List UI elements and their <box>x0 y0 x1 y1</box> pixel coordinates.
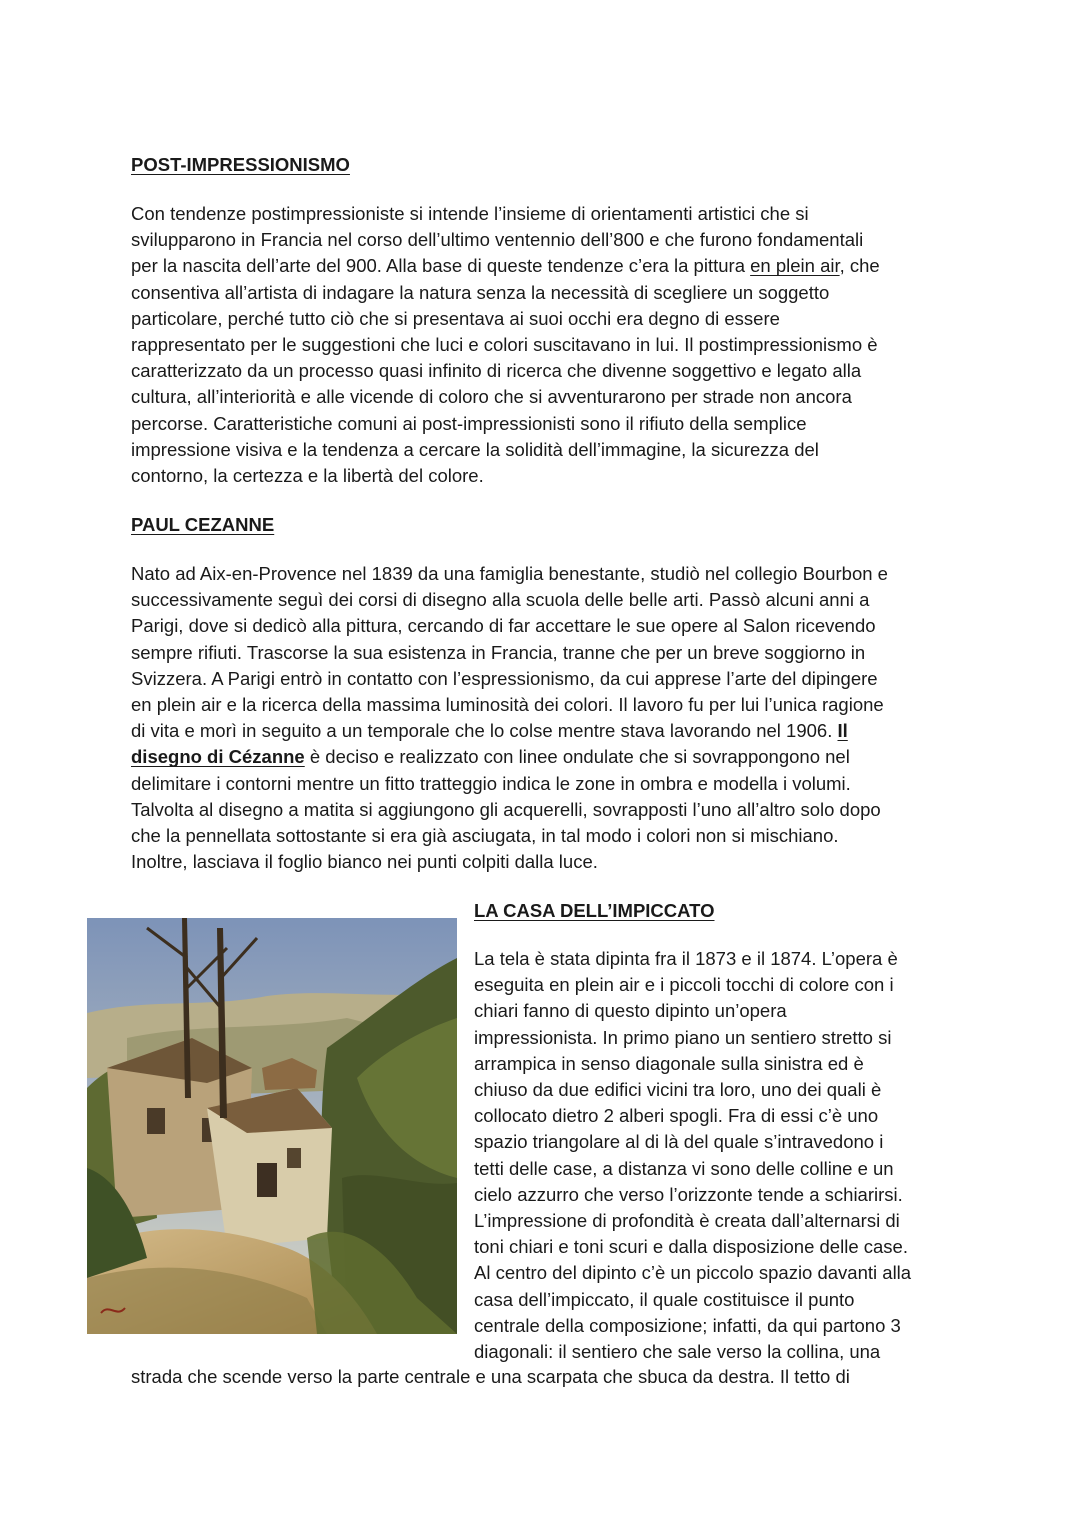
text-line: caratterizzato da un processo quasi infinito di ricerca che divenne soggettivo e legato alla <box>131 360 862 382</box>
text-line: Talvolta al disegno a matita si aggiungono gli acquerelli, sovrapposti l’uno all’altro solo dopo <box>131 798 881 820</box>
text-line: Nato ad Aix-en-Provence nel 1839 da una famiglia benestante, studiò nel collegio Bourbon e <box>131 563 888 584</box>
text-line: cultura, all’interiorità e alle vicende di coloro che si avventurarono per strade non ancora <box>131 386 852 408</box>
section-title-post-impressionismo: POST-IMPRESSIONISMO <box>131 154 350 175</box>
text-line: Con tendenze postimpressioniste si intende l’insieme di orientamenti artistici che si <box>131 203 809 224</box>
text-line: Svizzera. A Parigi entrò in contatto con l’espressionismo, da cui apprese l’arte del dipingere <box>131 667 878 689</box>
paragraph-paul-cezanne <box>131 561 961 875</box>
text-line: impressione visiva e la tendenza a cercare la solidità dell’immagine, la sicurezza del <box>131 438 819 460</box>
text-segment: , che <box>839 255 880 277</box>
text-line: successivamente seguì dei corsi di disegno alla scuola delle belle arti. Passò alcuni anni a <box>131 589 870 611</box>
text-line: che la pennellata sottostante si era già asciugata, in tal modo i colori non si mischiano. <box>131 825 839 847</box>
text-line: centrale della composizione; infatti, da qui partono 3 <box>474 1314 901 1336</box>
text-line: L’impressione di profondità è creata dall’alternarsi di <box>474 1210 900 1232</box>
text-line: Inoltre, lasciava il foglio bianco nei punti colpiti dalla luce. <box>131 851 598 873</box>
text-line: impressionista. In primo piano un sentiero stretto si <box>474 1026 892 1048</box>
paragraph-la-casa-dell-impiccato <box>474 946 954 1365</box>
section-title-la-casa-dell-impiccato: LA CASA DELL’IMPICCATO <box>474 900 715 921</box>
text-line: Parigi, dove si dedicò alla pittura, cercando di far accettare le sue opere al Salon ricevendo <box>131 615 876 637</box>
text-line <box>131 718 961 744</box>
text-line: toni chiari e toni scuri e dalla disposizione delle case. <box>474 1236 908 1258</box>
text-line: strada che scende verso la parte centrale e una scarpata che sbuca da destra. Il tetto di <box>131 1366 850 1387</box>
text-line: La tela è stata dipinta fra il 1873 e il 1874. L’opera è <box>474 948 898 969</box>
text-line: Al centro del dipinto c’è un piccolo spazio davanti alla <box>474 1262 912 1284</box>
text-line: chiari fanno di questo dipinto un’opera <box>474 1000 787 1022</box>
emphasis-il: Il <box>837 720 848 742</box>
text-line: tetti delle case, a distanza vi sono delle colline e un <box>474 1157 894 1179</box>
text-line: en plein air e la ricerca della massima luminosità dei colori. Il lavoro fu per lui l’unica ragione <box>131 694 884 716</box>
text-line: particolare, perché tutto ciò che si presentava ai suoi occhi era degno di essere <box>131 307 780 329</box>
paragraph-continuation <box>131 1364 961 1390</box>
text-line: chiuso da due edifici vicini tra loro, uno dei quali è <box>474 1079 882 1101</box>
text-line: casa dell’impiccato, il quale costituisce il punto <box>474 1288 855 1310</box>
text-line: diagonali: il sentiero che sale verso la collina, una <box>474 1341 881 1363</box>
text-line: svilupparono in Francia nel corso dell’ultimo ventennio dell’800 e che furono fondamentali <box>131 229 864 251</box>
section-title-paul-cezanne: PAUL CEZANNE <box>131 514 275 535</box>
text-line: arrampica in senso diagonale sulla sinistra ed è <box>474 1052 864 1074</box>
text-line: rappresentato per le suggestioni che luci e colori suscitavano in lui. Il postimpressionismo è <box>131 334 878 356</box>
emphasis-disegno-di-cezanne: disegno di Cézanne <box>131 746 305 768</box>
text-line: cielo azzurro che verso l’orizzonte tende a schiarirsi. <box>474 1183 903 1205</box>
text-line: percorse. Caratteristiche comuni ai post-impressionisti sono il rifiuto della semplice <box>131 412 807 434</box>
en-plein-air-link[interactable]: en plein air <box>750 255 840 277</box>
text-line: delimitare i contorni mentre un fitto tratteggio indica le zone in ombra e modella i volumi. <box>131 772 851 794</box>
text-line: contorno, la certezza e la libertà del colore. <box>131 465 484 487</box>
paragraph-post-impressionismo <box>131 201 961 489</box>
text-line: collocato dietro 2 alberi spogli. Fra di essi c’è uno <box>474 1105 879 1127</box>
text-segment: di vita e morì in seguito a un temporale che lo colse mentre stava lavorando nel 1906. <box>131 720 838 742</box>
text-line: sempre rifiuti. Trascorse la sua esistenza in Francia, tranne che per un breve soggiorno in <box>131 641 866 663</box>
text-line <box>131 744 961 770</box>
painting-la-casa-dell-impiccato <box>87 918 457 1334</box>
text-line <box>131 253 961 279</box>
text-line: eseguita en plein air e i piccoli tocchi di colore con i <box>474 974 894 996</box>
text-line: consentiva all’artista di indagare la natura senza la necessità di scegliere un soggetto <box>131 281 830 303</box>
text-segment: è deciso e realizzato con linee ondulate che si sovrappongono nel <box>304 746 850 768</box>
text-segment: per la nascita dell’arte del 900. Alla base di queste tendenze c’era la pittura <box>131 255 751 277</box>
text-line: spazio triangolare al di là del quale s’intravedono i <box>474 1131 884 1153</box>
